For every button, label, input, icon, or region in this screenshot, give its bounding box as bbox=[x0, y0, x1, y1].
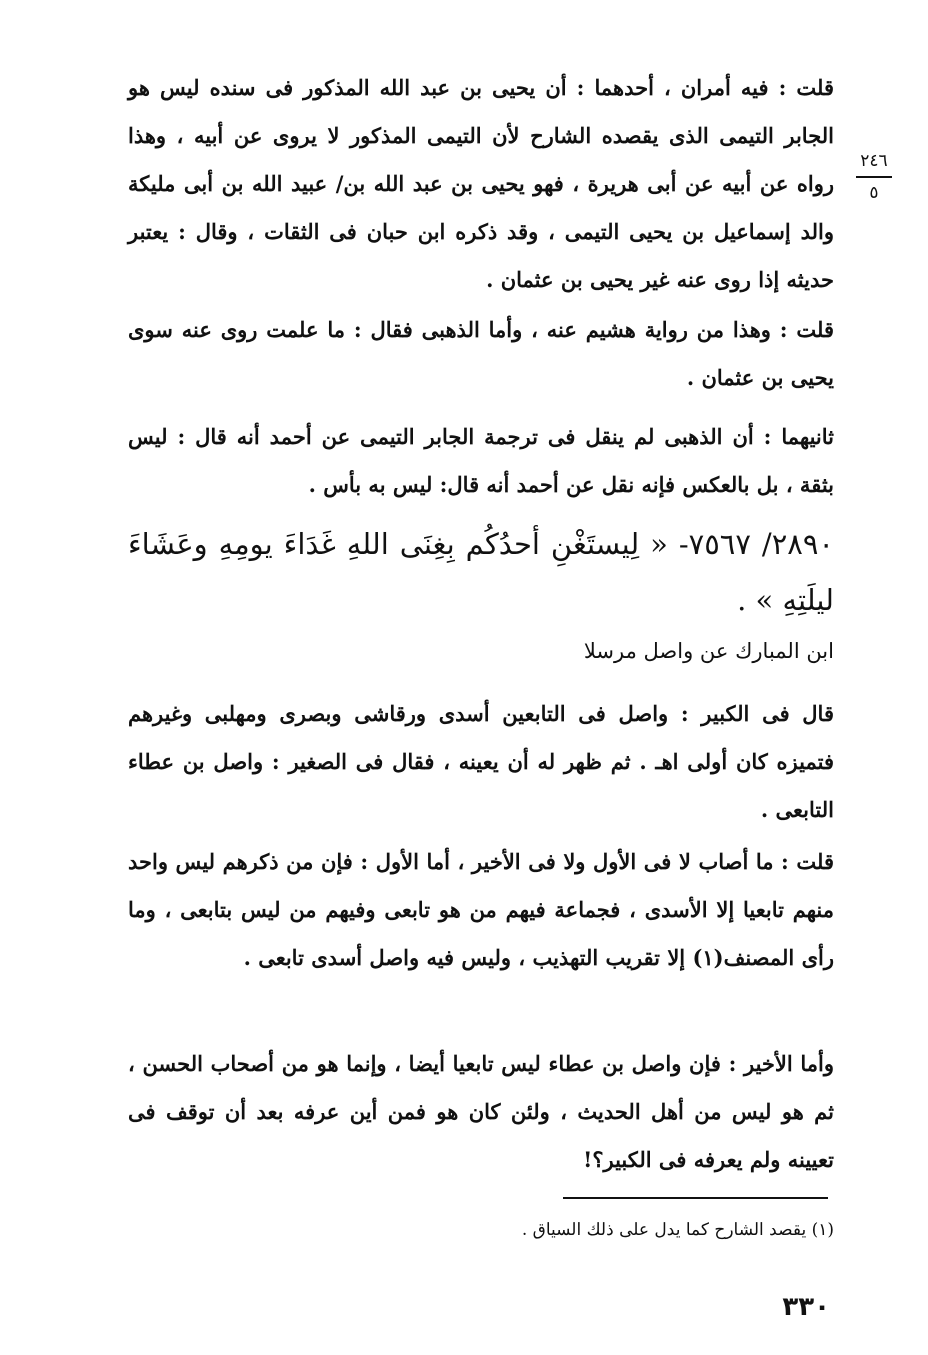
page-number: ٣٣٠ bbox=[782, 1292, 830, 1322]
margin-manuscript-reference bbox=[848, 150, 900, 204]
footnote-divider bbox=[563, 1197, 828, 1199]
paragraph-4: قال فى الكبير : واصل فى التابعين أسدى ورقاشى وبصرى ومهلبى وغيرهم فتميزه كان أولى اهـ . ثم ظهر له أن يعينه ، فقال فى الصغير : واصل بن عطاء التابعى . bbox=[128, 701, 834, 822]
paragraph-6: وأما الأخير : فإن واصل بن عطاء ليس تابعيا أيضا ، وإنما هو من أصحاب الحسن ، ثم هو ليس من أهل الحديث ، ولئن كان هو فمن أين عرفه بعد أن توقف فى تعيينه ولم يعرفه فى الكبير؟! bbox=[128, 1051, 834, 1172]
hadith-source: ابن المبارك عن واصل مرسلا bbox=[583, 639, 834, 663]
paragraph-3: ثانيهما : أن الذهبى لم ينقل فى ترجمة الجابر التيمى عن أحمد أنه قال : ليس بثقة ، بل بالعكس فإنه نقل عن أحمد أنه قال: ليس به بأس . bbox=[128, 424, 834, 497]
footnote: (١) يقصد الشارح كما يدل على ذلك السياق . bbox=[521, 1220, 834, 1240]
paragraph-5: قلت : ما أصاب لا فى الأول ولا فى الأخير ، أما الأول : فإن من ذكرهم ليس واحد منهم تابعيا إلا الأسدى ، فجماعة فيهم من هو تابعى وفيهم من ليس بتابعى ، وما رأى المصنف(١) إلا تقريب التهذيب ، وليس فيه واصل أسدى تابعى . bbox=[128, 849, 834, 970]
hadith-text: ٢٨٩٠/ ٧٥٦٧- « لِيستَغْنِ أحدُكُم بِغِنَى اللهِ غَدَاءَ يومِهِ وعَشَاءَ ليلَتِهِ » . bbox=[128, 527, 834, 617]
margin-reference-bottom: ٥ bbox=[869, 183, 879, 203]
paragraph-1: قلت : فيه أمران ، أحدهما : أن يحيى بن عبد الله المذكور فى سنده ليس هو الجابر التيمى الذى يقصده الشارح لأن التيمى المذكور لا يروى عن أبيه ، وهذا رواه عن أبيه عن أبى هريرة ، فهو يحيى بن عبد الله بن/ عبيد الله بن أبى مليكة والد إسماعيل بن يحيى التيمى ، وقد ذكره ابن حبان فى الثقات ، وقال : يعتبر حديثه إذا روى عنه غير يحيى بن عثمان . bbox=[128, 75, 834, 292]
paragraph-2: قلت : وهذا من رواية هشيم عنه ، وأما الذهبى فقال : ما علمت روى عنه سوى يحيى بن عثمان . bbox=[128, 317, 834, 390]
margin-reference-top: ٢٤٦ bbox=[860, 151, 888, 171]
margin-reference-divider bbox=[856, 176, 892, 178]
